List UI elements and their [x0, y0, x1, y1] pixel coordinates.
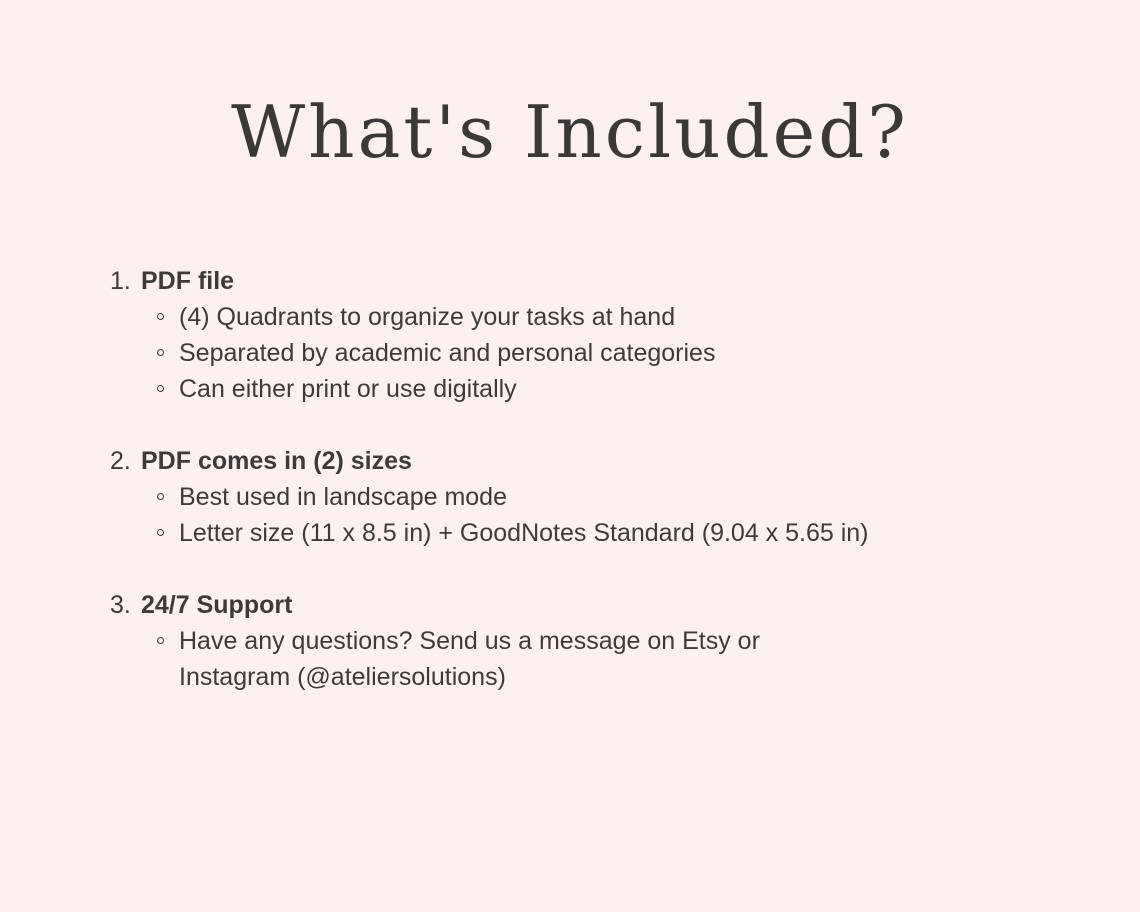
section-number: 1. [110, 267, 131, 295]
section-pdf-file [110, 263, 1010, 407]
section-heading-label: PDF file [141, 267, 235, 295]
section-support [110, 587, 1010, 695]
list-item-text: (4) Quadrants to organize your tasks at hand [179, 303, 676, 331]
bullet-list [110, 479, 1010, 551]
hollow-circle-bullet-icon [157, 349, 164, 356]
list-item [110, 515, 1010, 551]
section-heading-label: PDF comes in (2) sizes [141, 447, 412, 475]
section-number: 3. [110, 591, 131, 619]
list-item-text: Can either print or use digitally [179, 375, 517, 403]
section-heading-label: 24/7 Support [141, 591, 293, 619]
list-item [110, 299, 1010, 335]
list-item-text: Have any questions? Send us a message on Etsy or Instagram (@ateliersolutions) [179, 627, 760, 691]
list-item [110, 371, 1010, 407]
section-pdf-sizes [110, 443, 1010, 551]
section-heading [110, 587, 1010, 623]
hollow-circle-bullet-icon [157, 529, 164, 536]
list-item-text: Letter size (11 x 8.5 in) + GoodNotes Standard (9.04 x 5.65 in) [179, 519, 869, 547]
hollow-circle-bullet-icon [157, 493, 164, 500]
page-title: What's Included? [231, 90, 909, 174]
bullet-list [110, 299, 1010, 407]
included-list [110, 263, 1010, 731]
hollow-circle-bullet-icon [157, 385, 164, 392]
list-item [110, 335, 1010, 371]
bullet-list [110, 623, 1010, 695]
list-item [110, 623, 1010, 695]
hollow-circle-bullet-icon [157, 313, 164, 320]
section-heading [110, 263, 1010, 299]
section-number: 2. [110, 447, 131, 475]
list-item-text: Separated by academic and personal categories [179, 339, 716, 367]
list-item [110, 479, 1010, 515]
hollow-circle-bullet-icon [157, 637, 164, 644]
list-item-text: Best used in landscape mode [179, 483, 507, 511]
section-heading [110, 443, 1010, 479]
